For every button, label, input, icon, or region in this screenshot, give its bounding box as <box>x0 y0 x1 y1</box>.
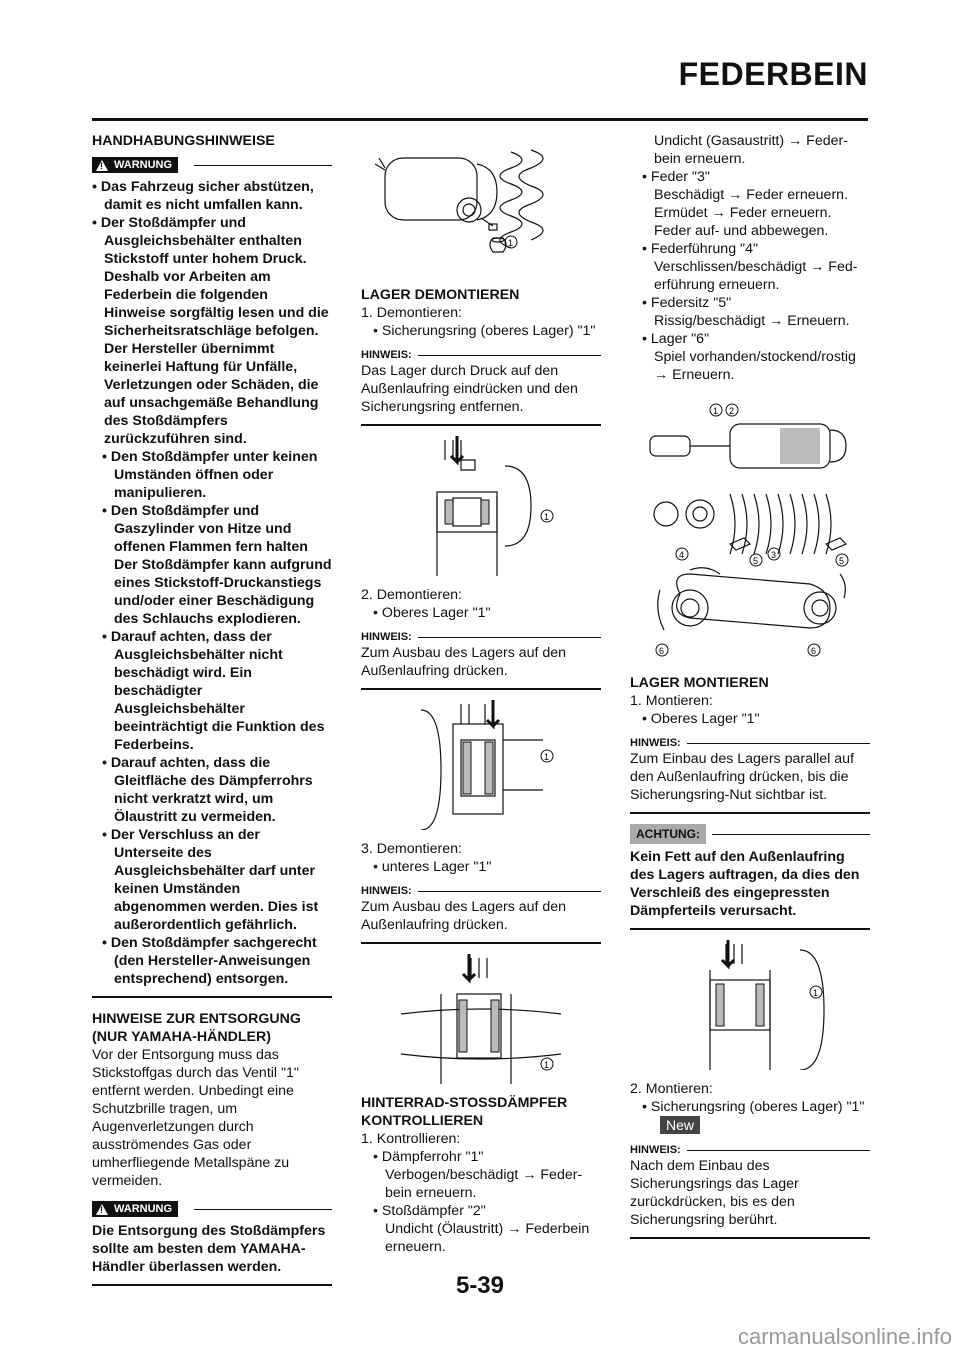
watermark: carmanualsonline.info <box>737 1324 952 1349</box>
shock-top-illustration <box>361 148 601 276</box>
warning-icon: ! <box>96 1204 108 1215</box>
column-left <box>92 132 332 1286</box>
section-heading-shock-check: HINTERRAD-STOSSDÄMPFER <box>361 1095 568 1111</box>
warning-icon: ! <box>96 160 108 171</box>
note-text: Nach dem Einbau des Sicherungsrings das Lager zurückdrücken, bis es den Sicherungsring berührt. <box>630 1158 799 1228</box>
svg-text:3: 3 <box>771 550 777 560</box>
warning-badge: ! WARNUNG <box>92 157 178 173</box>
svg-text:2: 2 <box>729 406 735 416</box>
svg-text:1: 1 <box>508 238 514 248</box>
warning-text: Die Entsorgung des Stoßdämpfers sollte am besten dem YAMAHA-Händler überlassen werden. <box>92 1223 326 1275</box>
svg-text:6: 6 <box>811 646 817 656</box>
section-heading-install-bearing: LAGER MONTIEREN <box>630 675 769 691</box>
caution-header <box>630 824 870 844</box>
warning-badge: ! WARNUNG <box>92 1201 178 1217</box>
svg-text:4: 4 <box>679 550 685 560</box>
svg-text:1: 1 <box>713 406 719 416</box>
bearing-removal-illustration-2 <box>361 700 601 830</box>
svg-text:6: 6 <box>659 646 665 656</box>
warning-bullet: • Der Stoßdämpfer und Ausgleichsbehälter enthalten Stickstoff unter hohem Druck. Deshalb vor Arbeiten am Federbein die folgenden Hinweise sorgfältig lesen und die Sicherheitsratschläge befolgen. Der Hersteller übernimmt keinerlei Haftung für Unfälle, Verletzungen oder Schäden, die auf unsachgemäße Behandlung des Stoßdämpfers zurückzuführen sind. <box>92 215 329 447</box>
note-text: Zum Ausbau des Lagers auf den Außenlaufring drücken. <box>361 645 567 679</box>
note-text: Zum Ausbau des Lagers auf den Außenlaufring drücken. <box>361 899 567 933</box>
warning-bullet: • Das Fahrzeug sicher abstützen, damit es nicht umfallen kann. <box>92 179 314 213</box>
svg-text:1: 1 <box>544 752 550 762</box>
caution-text: Kein Fett auf den Außenlaufring des Lagers auftragen, da dies den Verschleiß des eingepressten Dämpferteils verursacht. <box>630 849 860 919</box>
svg-text:1: 1 <box>544 512 550 522</box>
warning-subbullet: • Darauf achten, dass der Ausgleichsbehälter nicht beschädigt wird. Ein beschädigter Ausgleichsbehälter beeinträchtigt die Funktion des Federbeins. <box>102 629 325 753</box>
warning-header <box>92 156 332 174</box>
section-heading-disposal: HINWEISE ZUR ENTSORGUNG <box>92 1011 301 1027</box>
new-badge: New <box>660 1116 700 1134</box>
svg-text:5: 5 <box>753 556 759 566</box>
shock-components-illustration <box>630 394 870 664</box>
svg-text:5: 5 <box>839 556 845 566</box>
svg-text:1: 1 <box>813 988 819 998</box>
svg-text:1: 1 <box>544 1060 550 1070</box>
bearing-removal-illustration-3 <box>361 954 601 1084</box>
header-rule <box>92 118 868 121</box>
warning-subbullet: • Der Verschluss an der Unterseite des Ausgleichsbehälter darf unter keinen Umständen abgenommen werden. Dies ist außerordentlich gefährlich. <box>102 827 319 933</box>
note-header: HINWEIS: <box>361 348 601 362</box>
bearing-removal-illustration-1 <box>361 436 601 576</box>
section-heading-remove-bearing: LAGER DEMONTIEREN <box>361 287 520 303</box>
page-title: FEDERBEIN <box>678 56 868 92</box>
bearing-install-illustration <box>630 940 870 1070</box>
section-heading-handling: HANDHABUNGSHINWEISE <box>92 133 275 149</box>
warning-box-1 <box>92 156 332 998</box>
warning-subbullet: • Den Stoßdämpfer sachgerecht (den Hersteller-Anweisungen entsprechend) entsorgen. <box>102 935 317 987</box>
warning-subbullet: • Den Stoßdämpfer unter keinen Umständen öffnen oder manipulieren. <box>102 449 318 501</box>
page-number: 5-39 <box>455 1272 505 1299</box>
note-text: Das Lager durch Druck auf den Außenlaufring eindrücken und den Sicherungsring entfernen. <box>361 363 578 415</box>
disposal-text: Vor der Entsorgung muss das Stickstoffgas durch das Ventil "1" entfernt werden. Unbedingt eine Schutzbrille tragen, um Augenverletzungen durch ausströmendes Gas oder umherfliegende Metallspäne zu vermeiden. <box>92 1047 299 1189</box>
warning-subbullet: • Darauf achten, dass die Gleitfläche des Dämpferrohrs nicht verkratzt wird, um Ölaustritt zu vermeiden. <box>102 755 313 825</box>
column-middle: 1 LAGER DEMONTIEREN 1. Demontieren: • Sicherungsring (oberes Lager) "1" HINWEIS: Das Lager durch Druck auf den Außenlaufring eindrücken und den Sicherungsring entfernen. 1 2. Demontieren: • Oberes Lager "1" HINWEIS: Zum Ausbau des Lagers auf den Außenlaufring drücken. 1 3. Demontieren: • unteres Lager "1" HINWEIS: Zum Ausbau des Lagers auf den Außenlaufring drücken. 1 HINTERRAD-STOSSDÄMPFER KONTROLLIEREN 1. Kontrollieren: • Dämpferrohr "1" Verbogen/beschädigt → Feder-bein erneuern. • Stoßdämpfer "2" Undicht (Ölaustritt) → Federbein erneuern. <box>361 138 601 1256</box>
caution-badge: ACHTUNG: <box>630 824 706 844</box>
warning-subbullet: • Den Stoßdämpfer und Gaszylinder von Hitze und offenen Flammen fern halten Der Stoßdämpfer kann aufgrund eines Stickstoff-Druckanstiegs und/oder einer Beschädigung des Schlauchs explodieren. <box>102 503 332 627</box>
section-heading-disposal-sub: (NUR YAMAHA-HÄNDLER) <box>92 1029 271 1045</box>
note-text: Zum Einbau des Lagers parallel auf den Außenlaufring drücken, bis die Sicherungsring-Nut sichtbar ist. <box>630 751 854 803</box>
column-right: Undicht (Gasaustritt) → Feder-bein erneuern. • Feder "3" Beschädigt → Feder erneuern. Ermüdet → Feder erneuern. Feder auf- und abbewegen. • Federführung "4" Verschlissen/beschädigt → Fed-erführung erneuern. • Federsitz "5" Rissig/beschädigt → Erneuern. • Lager "6" Spiel vorhanden/stockend/rostig → Erneuern. 1 2 4 5 3 5 6 6 LAGER MONTIEREN 1. Montieren: • Oberes Lager "1" HINWEIS: Zum Einbau des Lagers parallel auf den Außenlaufring drücken, bis die Sicherungsring-Nut sichtbar ist. ACHTUNG: Kein Fett auf den Außenlaufring des Lagers auftragen, da dies den Verschleiß des eingepressten Dämpferteils verursacht. 1 2. Montieren: • Sicherungsring (oberes Lager) "1"New HINWEIS: Nach dem Einbau des Sicherungsrings das Lager zurückdrücken, bis es den Sicherungsring berührt. <box>630 132 870 1239</box>
